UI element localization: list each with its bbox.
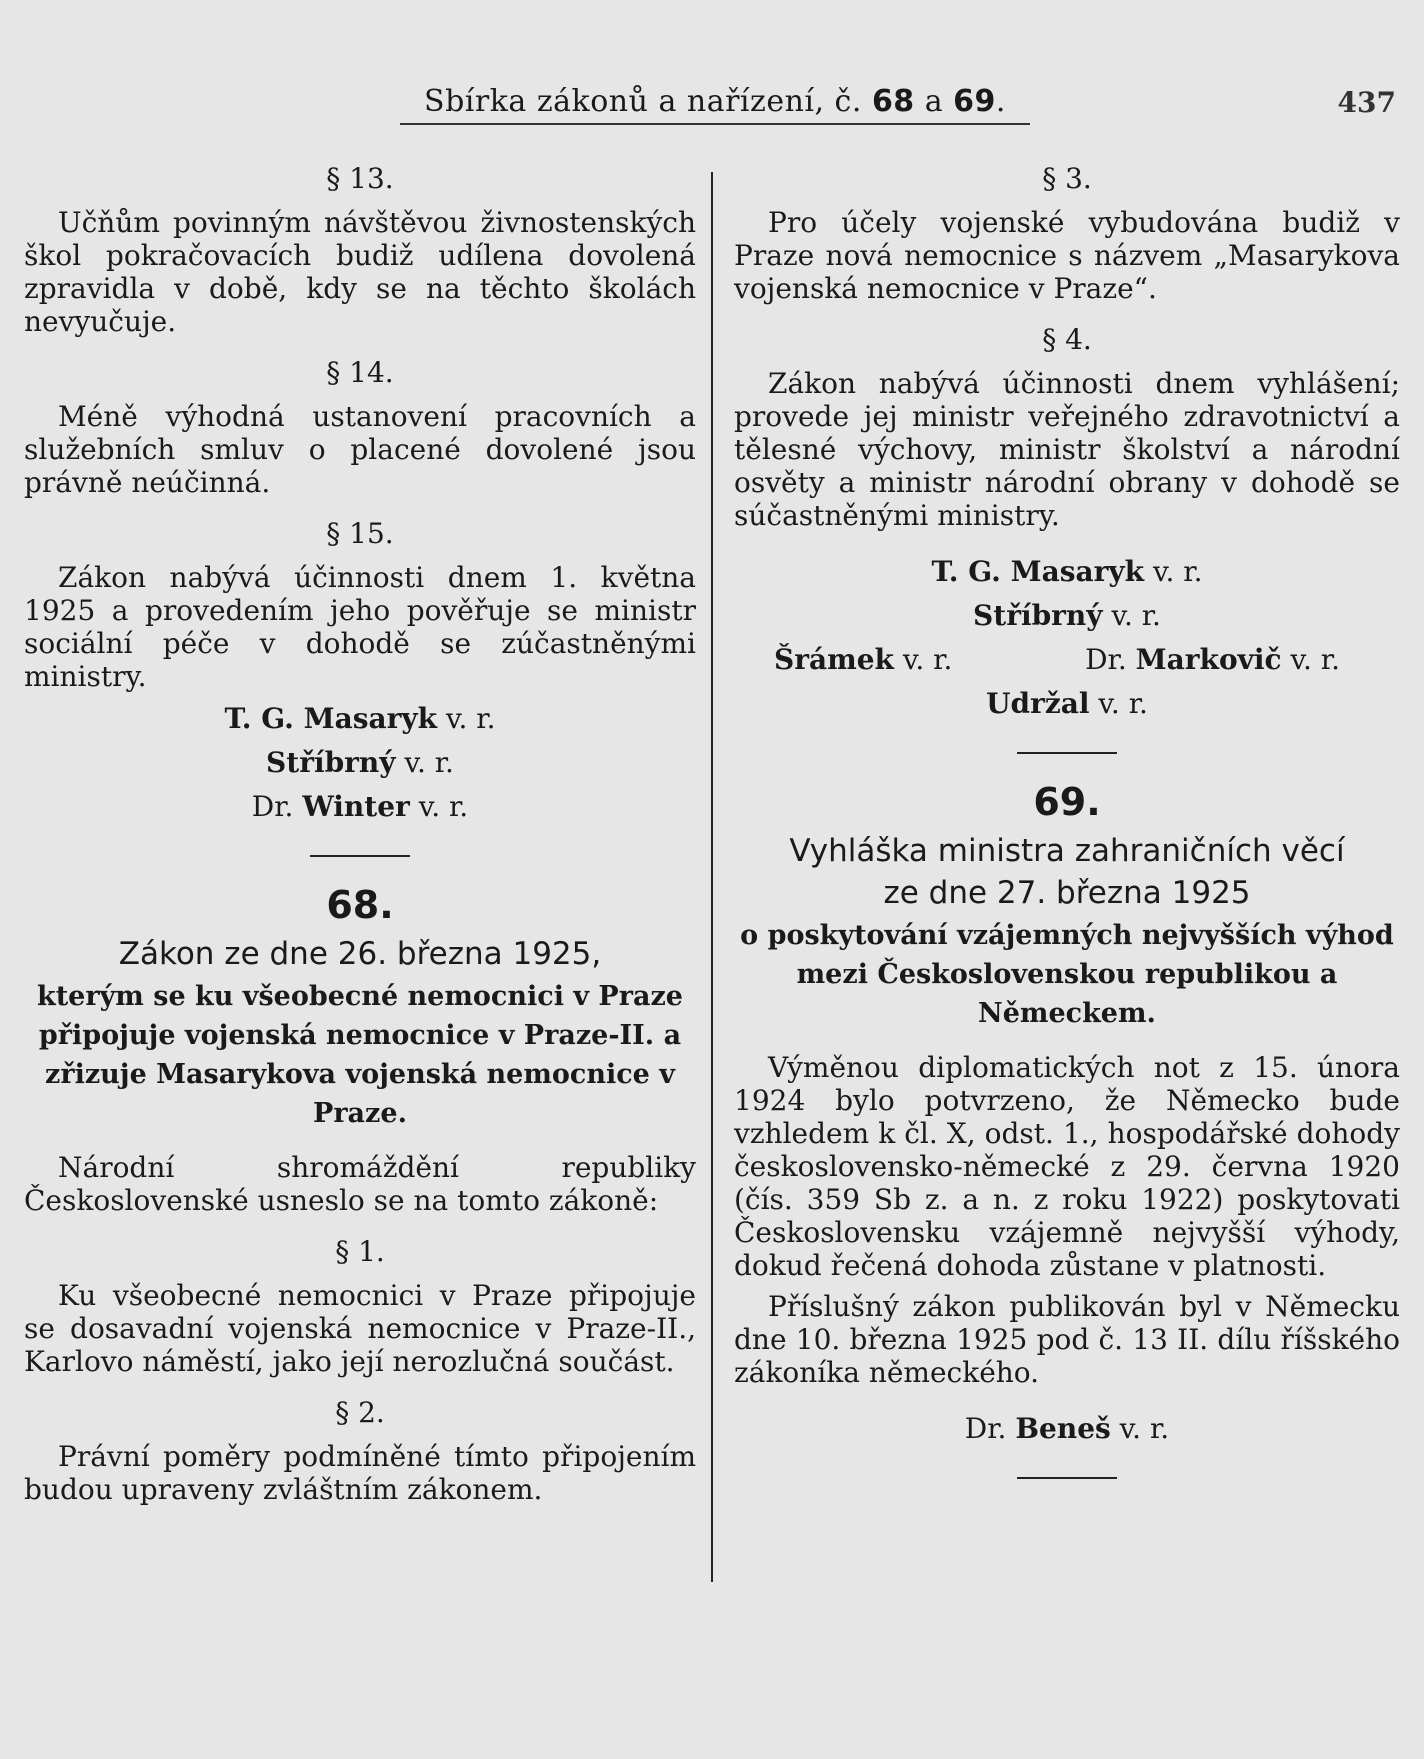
header-dot: .	[995, 84, 1006, 119]
signature-sramek: Šrámek v. r.	[774, 643, 953, 676]
law-69-paragraph-1: Výměnou diplomatických not z 15. února 1924 bylo potvrzeno, že Německo bude vzhledem k čl. X, odst. 1., hospodářské dohody československo-německé z 29. června 1920 (čís. 359 Sb z. a n. z roku 1922) poskytovati Československu vzájemně nejvyšší výhody, dokud řečená dohoda zůstane v platnosti.	[734, 1051, 1400, 1282]
law-68-section-2-heading: § 2.	[335, 1396, 385, 1429]
signature-row	[734, 638, 1400, 682]
section-13-text: Učňům povinným návštěvou živnostenských škol pokračovacích budiž udílena dovolená zpravidla v době, kdy se na těchto školách nevyučuje.	[24, 206, 696, 338]
section-14-heading: § 14.	[326, 356, 394, 389]
law-68-section-1-heading: § 1.	[335, 1235, 385, 1268]
law-68-preamble: Národní shromáždění republiky Československé usneslo se na tomto zákoně:	[24, 1151, 696, 1217]
law-69-number: 69.	[1033, 780, 1101, 824]
left-column	[24, 162, 696, 1524]
law-69-subtitle: o poskytování vzájemných nejvyšších výhod mezi Československou republikou a Německem.	[740, 920, 1394, 1029]
separator-rule-end	[1017, 1477, 1117, 1479]
section-14-text: Méně výhodná ustanovení pracovních a služebních smluv o placené dovolené jsou právně neúčinná.	[24, 400, 696, 499]
law-68-subtitle: kterým se ku všeobecné nemocnici v Praze připojuje vojenská nemocnice v Praze-II. a zřizuje Masarykova vojenská nemocnice v Praze.	[37, 981, 683, 1129]
signature-markovic: Dr. Markovič v. r.	[1085, 643, 1340, 676]
signature-stribrny-right: Stříbrný v. r.	[973, 599, 1161, 632]
signature-udrzal: Udržal v. r.	[986, 687, 1148, 720]
section-15-text: Zákon nabývá účinnosti dnem 1. května 1925 a provedením jeho pověřuje se ministr sociální péče v dohodě se zúčastněnými ministry.	[24, 561, 696, 693]
law-69-title-line-1: Vyhláška ministra zahraničních věcí	[789, 833, 1345, 869]
section-3-heading: § 3.	[1042, 162, 1092, 195]
page-number: 437	[1337, 86, 1396, 119]
header-law-number-b: 69	[953, 84, 996, 119]
section-13-heading: § 13.	[326, 162, 394, 195]
signature-benes: Dr. Beneš v. r.	[964, 1412, 1170, 1445]
law-68-number: 68.	[326, 883, 394, 927]
running-header	[400, 84, 1030, 125]
separator-rule-right	[1017, 752, 1117, 754]
right-column	[734, 162, 1400, 1505]
signature-winter: Dr. Winter v. r.	[251, 790, 469, 823]
header-law-number-a: 68	[871, 84, 915, 119]
section-3-text: Pro účely vojenské vybudována budiž v Praze nová nemocnice s názvem „Masarykova vojenská nemocnice v Praze“.	[734, 206, 1400, 305]
signature-masaryk-right: T. G. Masaryk v. r.	[931, 555, 1203, 588]
law-68-section-1-text: Ku všeobecné nemocnici v Praze připojuje se dosavadní vojenská nemocnice v Praze-II., Karlovo náměstí, jako její nerozlučná součást.	[24, 1279, 696, 1378]
section-15-heading: § 15.	[326, 517, 394, 550]
header-title: Sbírka zákonů a nařízení, č.	[424, 84, 872, 119]
signature-stribrny: Stříbrný v. r.	[266, 746, 454, 779]
law-68-title: Zákon ze dne 26. března 1925,	[118, 936, 602, 972]
signature-masaryk: T. G. Masaryk v. r.	[224, 702, 496, 735]
law-69-title-line-2: ze dne 27. března 1925	[883, 875, 1251, 911]
law-69-paragraph-2: Příslušný zákon publikován byl v Německu dne 10. března 1925 pod č. 13 II. dílu říšského zákoníka německého.	[734, 1290, 1400, 1389]
separator-rule	[310, 855, 410, 857]
section-4-text: Zákon nabývá účinnosti dnem vyhlášení; provede jej ministr veřejného zdravotnictví a tělesné výchovy, ministr školství a národní osvěty a ministr národní obrany v dohodě se súčastněnými ministry.	[734, 367, 1400, 532]
header-conjunction: a	[914, 84, 954, 119]
section-4-heading: § 4.	[1042, 323, 1092, 356]
column-divider	[711, 172, 713, 1582]
law-68-section-2-text: Právní poměry podmíněné tímto připojením budou upraveny zvláštním zákonem.	[24, 1440, 696, 1506]
